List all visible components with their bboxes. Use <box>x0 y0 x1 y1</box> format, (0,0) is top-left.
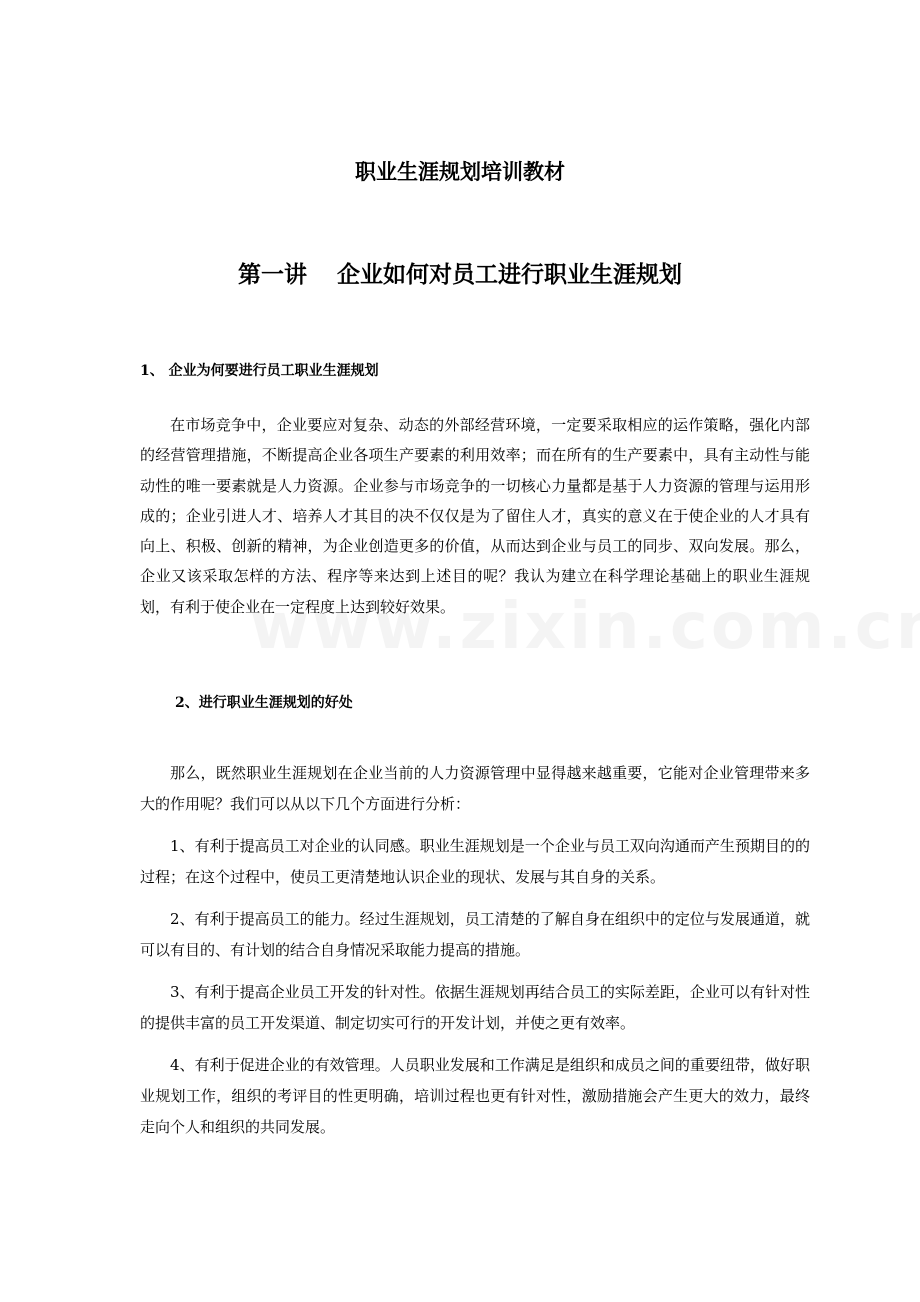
benefit-item-2: 2、有利于提高员工的能力。经过生涯规划，员工清楚的了解自身在组织中的定位与发展通道，就可以有目的、有计划的结合自身情况采取能力提高的措施。 <box>140 910 810 959</box>
benefit-item-1: 1、有利于提高员工对企业的认同感。职业生涯规划是一个企业与员工双向沟通而产生预期目的的过程；在这个过程中，使员工更清楚地认识企业的现状、发展与其自身的关系。 <box>140 837 810 886</box>
section-heading-2: 2、进行职业生涯规划的好处 <box>175 695 353 711</box>
section-2-intro-paragraph: 那么，既然职业生涯规划在企业当前的人力资源管理中显得越来越重要，它能对企业管理带来多大的作用呢？我们可以从以下几个方面进行分析： <box>140 764 810 813</box>
document-title: 职业生涯规划培训教材 <box>355 159 565 184</box>
lecture-title: 企业如何对员工进行职业生涯规划 <box>337 261 682 288</box>
benefit-item-3: 3、有利于提高企业员工开发的针对性。依据生涯规划再结合员工的实际差距，企业可以有针对性的提供丰富的员工开发渠道、制定切实可行的开发计划，并使之更有效率。 <box>140 983 810 1032</box>
section-1-paragraph-1: 在市场竞争中，企业要应对复杂、动态的外部经营环境，一定要采取相应的运作策略，强化内部的经营管理措施，不断提高企业各项生产要素的利用效率；而在所有的生产要素中，具有主动性与能动性的唯一要素就是人力资源。企业参与市场竞争的一切核心力量都是基于人力资源的管理与运用形成的；企业引进人才、培养人才其目的决不仅仅是为了留住人才，真实的意义在于使企业的人才具有向上、积极、创新的精神，为企业创造更多的价值，从而达到企业与员工的同步、双向发展。那么，企业又该采取怎样的方法、程序等来达到上述目的呢？我认为建立在科学理论基础上的职业生涯规划，有利于使企业在一定程度上达到较好效果。 <box>140 416 810 616</box>
lecture-heading <box>0 256 920 289</box>
section-heading-1: 1、 企业为何要进行员工职业生涯规划 <box>140 363 379 379</box>
lecture-number: 第一讲 <box>238 261 307 288</box>
benefit-item-4: 4、有利于促进企业的有效管理。人员职业发展和工作满足是组织和成员之间的重要纽带，做好职业规划工作，组织的考评目的性更明确，培训过程也更有针对性，激励措施会产生更大的效力，最终走向个人和组织的共同发展。 <box>140 1056 810 1136</box>
